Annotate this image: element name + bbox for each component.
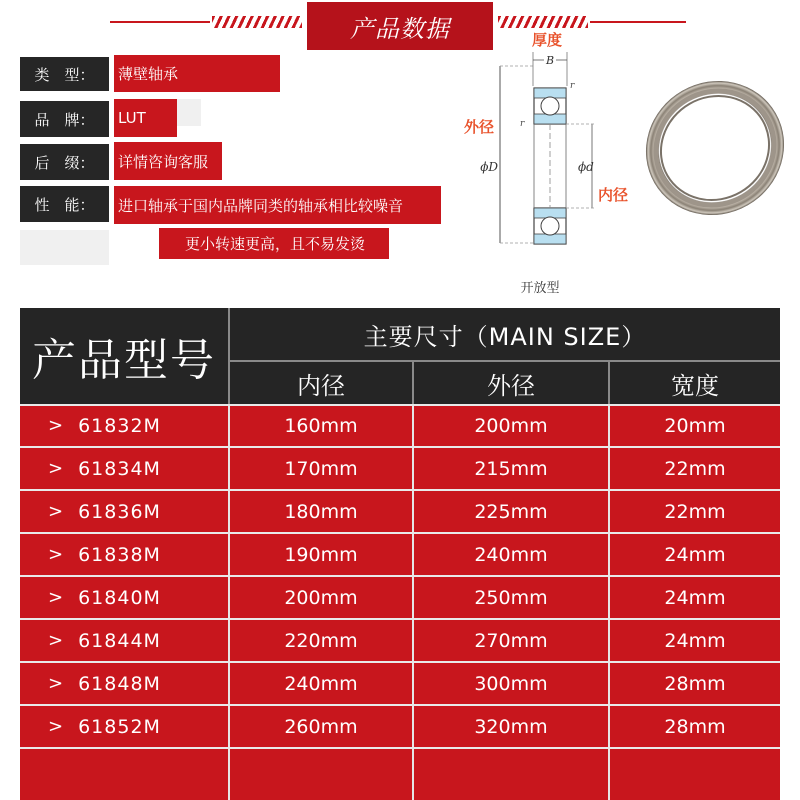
width-cell: 22mm	[664, 457, 726, 480]
bearing-cross-section-diagram	[460, 28, 640, 303]
header-left-stripes	[212, 16, 302, 28]
row-divider	[20, 575, 780, 577]
model-cell	[20, 534, 228, 575]
info-value-brand: LUT	[114, 99, 177, 137]
table-row	[20, 448, 780, 489]
thickness-label: 厚度	[532, 31, 563, 49]
table-row-empty	[20, 749, 780, 800]
bearing-photo	[640, 70, 790, 220]
model-cell	[20, 491, 228, 532]
column-divider	[412, 404, 414, 800]
info-value-performance: 进口轴承于国内品牌同类的轴承相比较噪音	[114, 186, 441, 224]
inner-diameter-cell: 180mm	[284, 500, 358, 523]
table-row	[20, 534, 780, 575]
chevron-right-icon: >	[48, 544, 65, 565]
column-divider	[608, 404, 610, 800]
model-number: 61840M	[78, 586, 161, 609]
chevron-right-icon: >	[48, 630, 65, 651]
chevron-right-icon: >	[48, 415, 65, 436]
info-value-type: 薄壁轴承	[114, 55, 280, 92]
outer-diameter-cell: 225mm	[474, 500, 548, 523]
inner-diameter-symbol: ϕd	[578, 160, 594, 174]
r-symbol-top: r	[570, 81, 575, 91]
inner-diameter-cell: 240mm	[284, 672, 358, 695]
info-label-performance: 性 能：	[20, 186, 109, 222]
model-cell	[20, 448, 228, 489]
model-number: 61838M	[78, 543, 161, 566]
inner-diameter-cell: 260mm	[284, 715, 358, 738]
table-row	[20, 706, 780, 747]
row-divider	[20, 446, 780, 448]
row-divider	[20, 704, 780, 706]
inner-diameter-cell: 200mm	[284, 586, 358, 609]
outer-diameter-cell: 240mm	[474, 543, 548, 566]
chevron-right-icon: >	[48, 673, 65, 694]
width-cell: 24mm	[664, 586, 726, 609]
row-divider	[20, 532, 780, 534]
row-divider	[20, 489, 780, 491]
inner-diameter-cell: 160mm	[284, 414, 358, 437]
width-cell: 24mm	[664, 543, 726, 566]
chevron-right-icon: >	[48, 501, 65, 522]
model-column-header: 产品型号	[32, 335, 216, 386]
model-number: 61834M	[78, 457, 161, 480]
info-label-brand: 品 牌：	[20, 101, 109, 137]
header-right-stripes	[498, 16, 588, 28]
model-number: 61852M	[78, 715, 161, 738]
table-row	[20, 491, 780, 532]
inner-diameter-cell: 220mm	[284, 629, 358, 652]
model-number: 61832M	[78, 414, 161, 437]
table-row	[20, 405, 780, 446]
inner-diameter-cell: 170mm	[284, 457, 358, 480]
main-size-header: 主要尺寸（MAIN SIZE）	[363, 322, 647, 351]
diagram-caption: 开放型	[520, 281, 560, 296]
row-divider	[20, 618, 780, 620]
model-number: 61848M	[78, 672, 161, 695]
outer-diameter-label: 外径	[464, 118, 495, 136]
model-cell	[20, 405, 228, 446]
info-blank-label	[20, 230, 109, 265]
width-cell: 22mm	[664, 500, 726, 523]
model-number: 61844M	[78, 629, 161, 652]
header-left-line	[110, 21, 210, 23]
width-cell: 20mm	[664, 414, 726, 437]
column-header-outer: 外径	[487, 371, 535, 400]
info-value-brand-shade	[177, 99, 201, 126]
table-row	[20, 663, 780, 704]
outer-diameter-cell: 250mm	[474, 586, 548, 609]
width-cell: 28mm	[664, 672, 726, 695]
b-symbol: B	[545, 54, 555, 67]
outer-diameter-cell: 320mm	[474, 715, 548, 738]
model-number: 61836M	[78, 500, 161, 523]
outer-diameter-cell: 270mm	[474, 629, 548, 652]
model-cell	[20, 706, 228, 747]
outer-diameter-cell: 300mm	[474, 672, 548, 695]
info-value-suffix: 详情咨询客服	[114, 142, 222, 180]
column-divider	[228, 404, 230, 800]
chevron-right-icon: >	[48, 587, 65, 608]
info-label-type: 类 型：	[20, 57, 109, 91]
row-divider	[20, 747, 780, 749]
width-cell: 24mm	[664, 629, 726, 652]
model-cell	[20, 620, 228, 661]
model-cell	[20, 577, 228, 618]
width-cell: 28mm	[664, 715, 726, 738]
page-title: 产品数据	[307, 2, 493, 50]
chevron-right-icon: >	[48, 716, 65, 737]
table-row	[20, 577, 780, 618]
outer-diameter-cell: 200mm	[474, 414, 548, 437]
chevron-right-icon: >	[48, 458, 65, 479]
r-symbol-left: r	[520, 119, 525, 129]
row-divider	[20, 404, 780, 406]
inner-diameter-label: 内径	[598, 186, 629, 204]
row-divider	[20, 661, 780, 663]
table-row	[20, 620, 780, 661]
info-value-performance-line2: 更小转速更高，且不易发烫	[159, 228, 389, 259]
table-header	[20, 308, 780, 404]
outer-diameter-cell: 215mm	[474, 457, 548, 480]
header-right-line	[590, 21, 686, 23]
column-header-width: 宽度	[671, 371, 719, 400]
model-cell	[20, 663, 228, 704]
outer-diameter-symbol: ϕD	[480, 160, 498, 174]
inner-diameter-cell: 190mm	[284, 543, 358, 566]
info-label-suffix: 后 缀：	[20, 144, 109, 180]
column-header-inner: 内径	[297, 371, 345, 400]
spec-table	[20, 308, 780, 800]
